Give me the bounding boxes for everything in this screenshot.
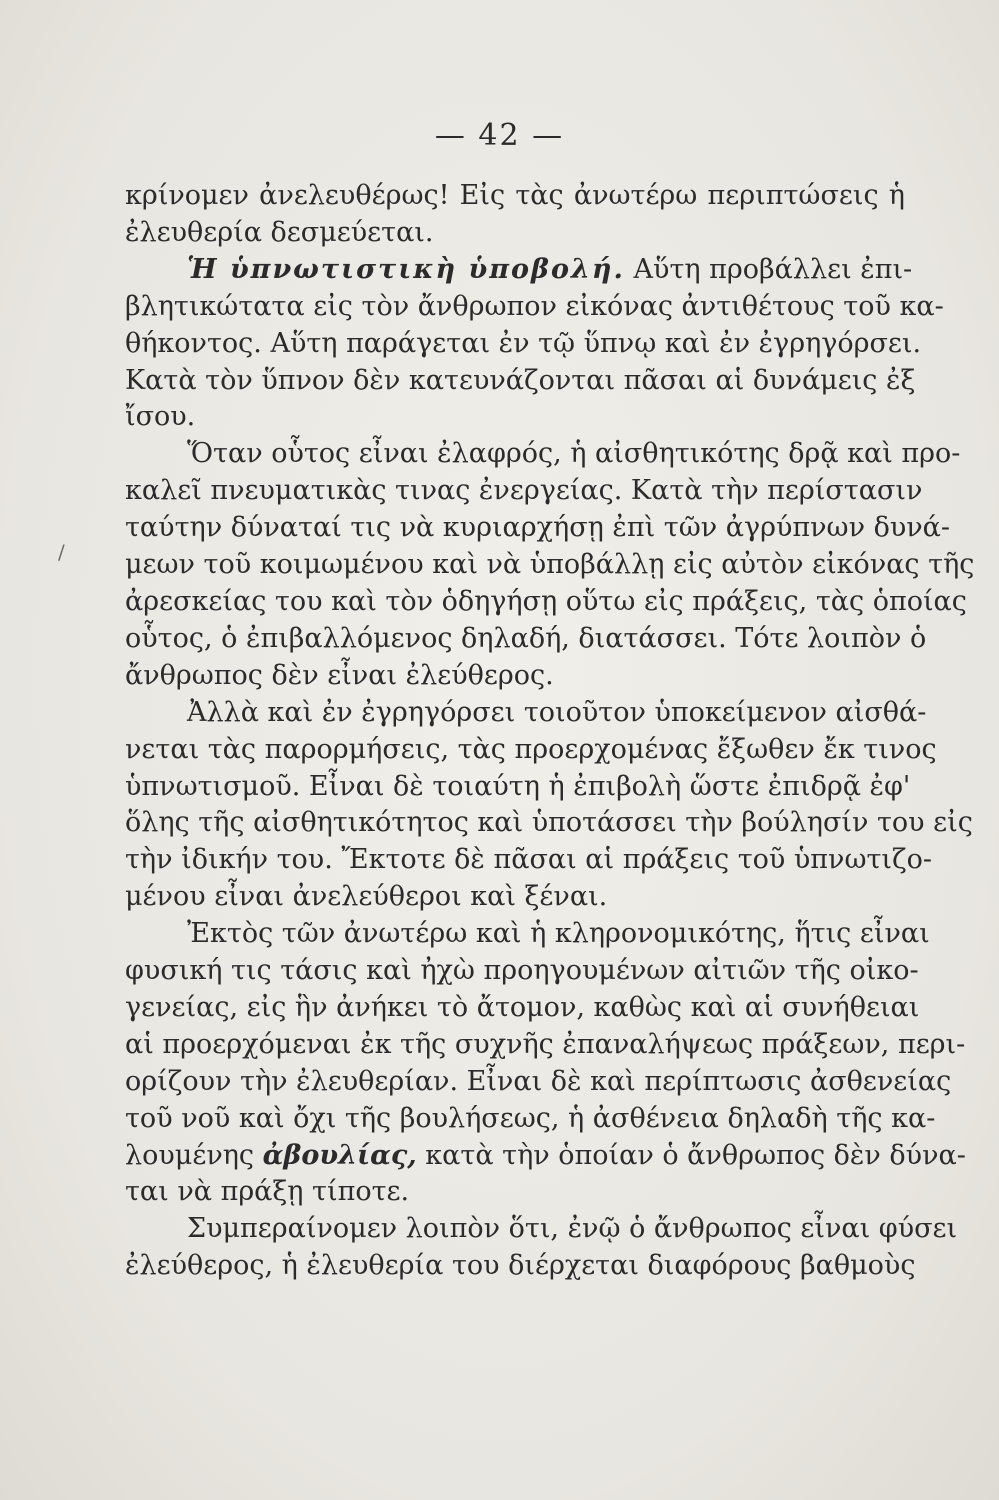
text-fragment: λουμένης <box>125 1139 255 1171</box>
text-line: Ἐκτὸς τῶν ἀνωτέρω καὶ ἡ κληρονομικότης, ἥτις εἶναι <box>187 918 930 950</box>
text-line: τοῦ νοῦ καὶ ὄχι τῆς βουλήσεως, ἡ ἀσθένεια δηλαδὴ τῆς κα- <box>125 1102 936 1134</box>
text-line: κρίνομεν ἀνελευθέρως! Εἰς τὰς ἀνωτέρω περιπτώσεις ἡ <box>125 180 905 211</box>
text-line: Συμπεραίνομεν λοιπὸν ὅτι, ἐνῷ ὁ ἄνθρωπος εἶναι φύσει <box>187 1213 958 1245</box>
margin-pencil-mark: / <box>58 540 65 564</box>
text-line: ἀρεσκείας του καὶ τὸν ὁδηγήσῃ οὕτω εἰς πράξεις, τὰς ὁποίας <box>125 585 967 617</box>
text-line: ἐλεύθερος, ἡ ἐλευθερία του διέρχεται διαφόρους βαθμοὺς <box>125 1250 916 1282</box>
text-line: μεων τοῦ κοιμωμένου καὶ νὰ ὑποβάλλῃ εἰς αὐτὸν εἰκόνας τῆς <box>125 549 975 581</box>
text-line: Ὅταν οὗτος εἶναι ἐλαφρός, ἡ αἰσθητικότης δρᾷ καὶ προ- <box>187 438 961 470</box>
text-line: γενείας, εἰς ἣν ἀνήκει τὸ ἄτομον, καθὼς καὶ αἱ συνήθειαι <box>125 991 920 1023</box>
text-line: ταύτην δύναταί τις νὰ κυριαρχήσῃ ἐπὶ τῶν ἀγρύπνων δυνά- <box>125 512 951 544</box>
text-line: Ἀλλὰ καὶ ἐν ἐγρηγόρσει τοιοῦτον ὑποκείμενον αἰσθά- <box>187 696 927 728</box>
text-line: τὴν ἰδικήν του. Ἔκτοτε δὲ πᾶσαι αἱ πράξεις τοῦ ὑπνωτιζο- <box>125 844 933 876</box>
text-fragment: Αὕτη προβάλλει ἐπι- <box>633 253 913 285</box>
text-line: καλεῖ πνευματικὰς τινας ἐνεργείας. Κατὰ τὴν περίστασιν <box>125 475 923 507</box>
text-line: ορίζουν τὴν ἐλευθερίαν. Εἶναι δὲ καὶ περίπτωσις ἀσθενείας <box>125 1065 952 1097</box>
text-line: αἱ προερχόμεναι ἐκ τῆς συχνῆς ἐπαναλήψεως πράξεων, περι- <box>125 1028 966 1060</box>
text-line: ὅλης τῆς αἰσθητικότητος καὶ ὑποτάσσει τὴν βούλησίν του εἰς <box>125 807 973 839</box>
text-line <box>125 252 913 289</box>
text-line: ται νὰ πράξῃ τίποτε. <box>125 1176 410 1208</box>
page-number: — 42 — <box>434 118 565 153</box>
text-line: φυσική τις τάσις καὶ ἠχὼ προηγουμένων αἰτιῶν τῆς οἰκο- <box>125 955 919 987</box>
page-body <box>125 178 975 1285</box>
text-line: ἐλευθερία δεσμεύεται. <box>125 216 434 248</box>
text-line <box>125 1138 966 1175</box>
text-line: μένου εἶναι ἀνελεύθεροι καὶ ξέναι. <box>125 881 608 913</box>
section-heading: Ἡ ὑπνωτιστικὴ ὑποβολή. <box>187 253 625 285</box>
text-line: βλητικώτατα εἰς τὸν ἄνθρωπον εἰκόνας ἀντιθέτους τοῦ κα- <box>125 290 944 322</box>
text-line: ὑπνωτισμοῦ. Εἶναι δὲ τοιαύτη ἡ ἐπιβολὴ ὥστε ἐπιδρᾷ ἐφ' <box>125 770 911 802</box>
text-line: νεται τὰς παρορμήσεις, τὰς προερχομένας ἔξωθεν ἔκ τινος <box>125 733 937 765</box>
emphasized-term: ἀβουλίας, <box>262 1139 417 1171</box>
text-line: ἄνθρωπος δὲν εἶναι ἐλεύθερος. <box>125 659 554 691</box>
text-line: ἴσου. <box>125 401 196 433</box>
text-line: οὗτος, ὁ ἐπιβαλλόμενος δηλαδή, διατάσσει. Τότε λοιπὸν ὁ <box>125 622 927 654</box>
text-line: θήκοντος. Αὕτη παράγεται ἐν τῷ ὕπνῳ καὶ ἐν ἐγρηγόρσει. <box>125 327 922 359</box>
text-line: Κατὰ τὸν ὕπνον δὲν κατευνάζονται πᾶσαι αἱ δυνάμεις ἐξ <box>125 364 916 396</box>
text-fragment: κατὰ τὴν ὁποίαν ὁ ἄνθρωπος δὲν δύνα- <box>425 1139 966 1171</box>
